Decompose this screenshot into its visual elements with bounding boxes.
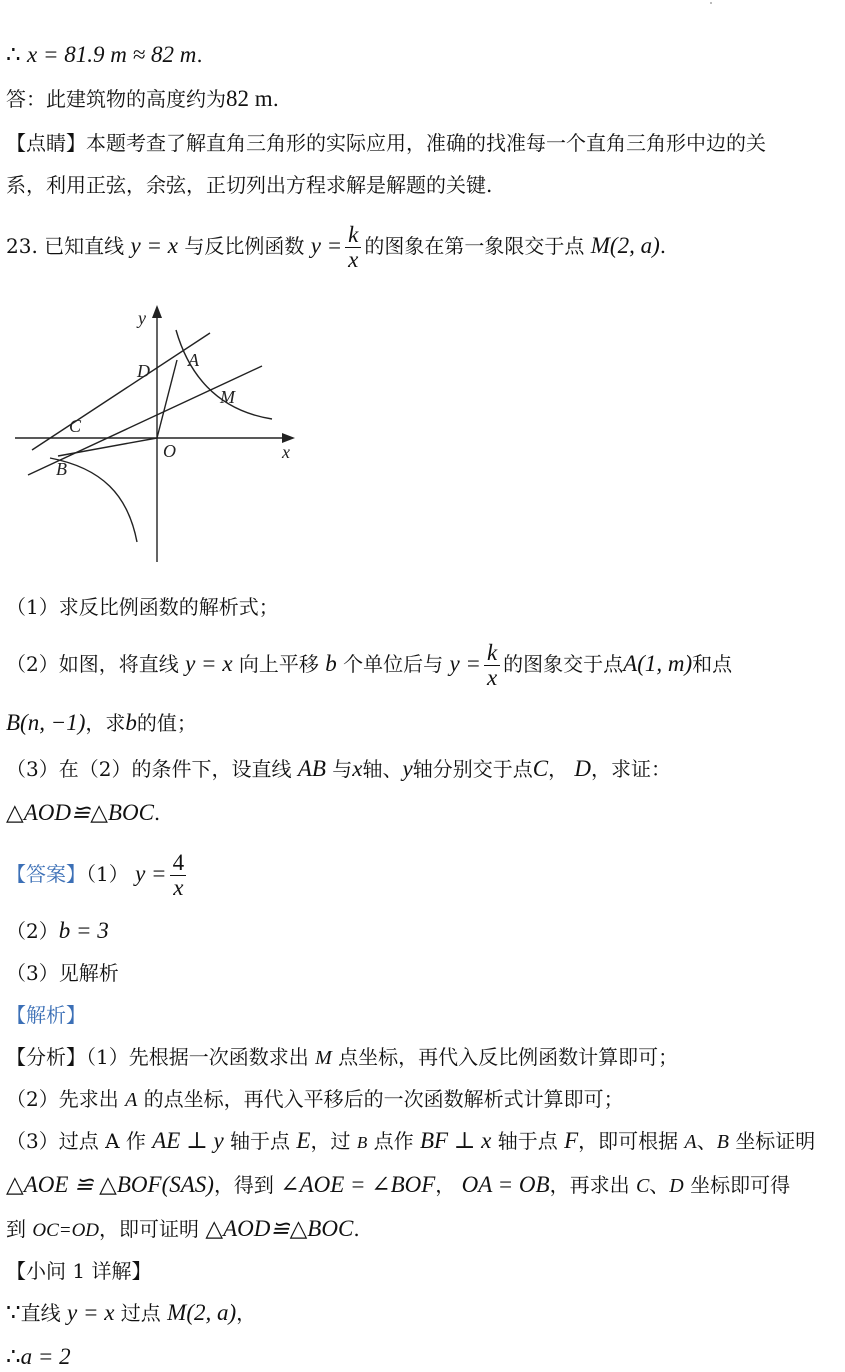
point-D-label: D (137, 361, 150, 381)
analysis-heading: 【解析】 (6, 1003, 86, 1027)
fraction-k-over-x-2: $\frac{k}{x}$ (484, 641, 500, 690)
question-23: 23. 已知直线 y = x 与反比例函数 y = $\frac{k}{x}$ 的图象在第一象限交于点 M(2, a). (6, 222, 667, 272)
commentary-line-2: 系，利用正弦，余弦，正切列出方程求解是解题的关键. (6, 173, 493, 197)
x-axis-label: x (282, 442, 290, 462)
result-equation: x = 81.9 m ≈ 82 m (27, 42, 197, 67)
answer-line-2: （2）b = 3 (6, 918, 109, 943)
question-number: 23. (6, 234, 38, 258)
point-A-label: A (188, 350, 199, 370)
answer-sentence: 答：此建筑物的高度约为82 m. (6, 86, 279, 111)
answer-tag: 【答案】 (6, 862, 86, 886)
sub-question-2: （2）如图，将直线 y = x 向上平移 b 个单位后与 y = $\frac{k}{x}$ 的图象交于点A(1, m)和点 (6, 640, 733, 690)
analysis-line-2: （2）先求出 A 的点坐标，再代入平移后的一次函数解析式计算即可； (6, 1087, 624, 1111)
conclusion-line: ∴ x = 81.9 m ≈ 82 m. (6, 42, 203, 67)
analysis-line-3: （3）过点 A 作 AE ⊥ y 轴于点 E，过 B 点作 BF ⊥ x 轴于点 F，即可根据 A、B 坐标证明 (6, 1128, 816, 1153)
analysis-line-4: △AOE ≌ △BOF(SAS)，得到 ∠AOE = ∠BOF， OA = OB，再求出 C、D 坐标即可得 (6, 1172, 791, 1197)
function-graph-figure (10, 300, 310, 570)
fraction-k-over-x: $\frac{k}{x}$ (345, 223, 361, 272)
solution-line-2: ∴a = 2 (6, 1344, 71, 1369)
analysis-line-5: 到 OC=OD，即可证明 △AOD≌△BOC. (6, 1216, 360, 1241)
solution-line-1: ∵直线 y = x 过点 M(2, a)， (6, 1300, 257, 1325)
sub-question-2-cont: B(n, −1)，求b的值； (6, 710, 197, 735)
y-axis-arrow (152, 305, 162, 318)
fraction-4-over-x: $\frac{4}{x}$ (170, 851, 188, 900)
y-axis-label: y (138, 308, 146, 328)
segment-OA (157, 360, 177, 438)
scan-speck (710, 2, 712, 4)
analysis-tag: 【分析】 (6, 1045, 86, 1069)
commentary-line: 【点睛】本题考查了解直角三角形的实际应用，准确的找准每一个直角三角形中边的关 (6, 131, 766, 155)
answer-line-1: 【答案】（1） y = $\frac{4}{x}$ (6, 846, 190, 902)
analysis-line-1: 【分析】（1）先根据一次函数求出 M 点坐标，再代入反比例函数计算即可； (6, 1045, 679, 1069)
point-B-label: B (56, 459, 67, 479)
point-M-label: M (220, 387, 235, 407)
sub-question-3-cont: △AOD≌△BOC. (6, 800, 161, 825)
subquestion-1-heading: 【小问 1 详解】 (6, 1259, 152, 1283)
commentary-tag: 【点睛】 (6, 131, 86, 155)
point-C-label: C (69, 416, 82, 436)
answer-line-3: （3）见解析 (6, 961, 119, 985)
sub-question-1: （1）求反比例函数的解析式； (6, 595, 279, 619)
origin-label: O (163, 441, 176, 461)
sub-question-3: （3）在（2）的条件下，设直线 AB 与x轴、y轴分别交于点C， D，求证： (6, 756, 672, 781)
segment-OB (58, 438, 157, 456)
